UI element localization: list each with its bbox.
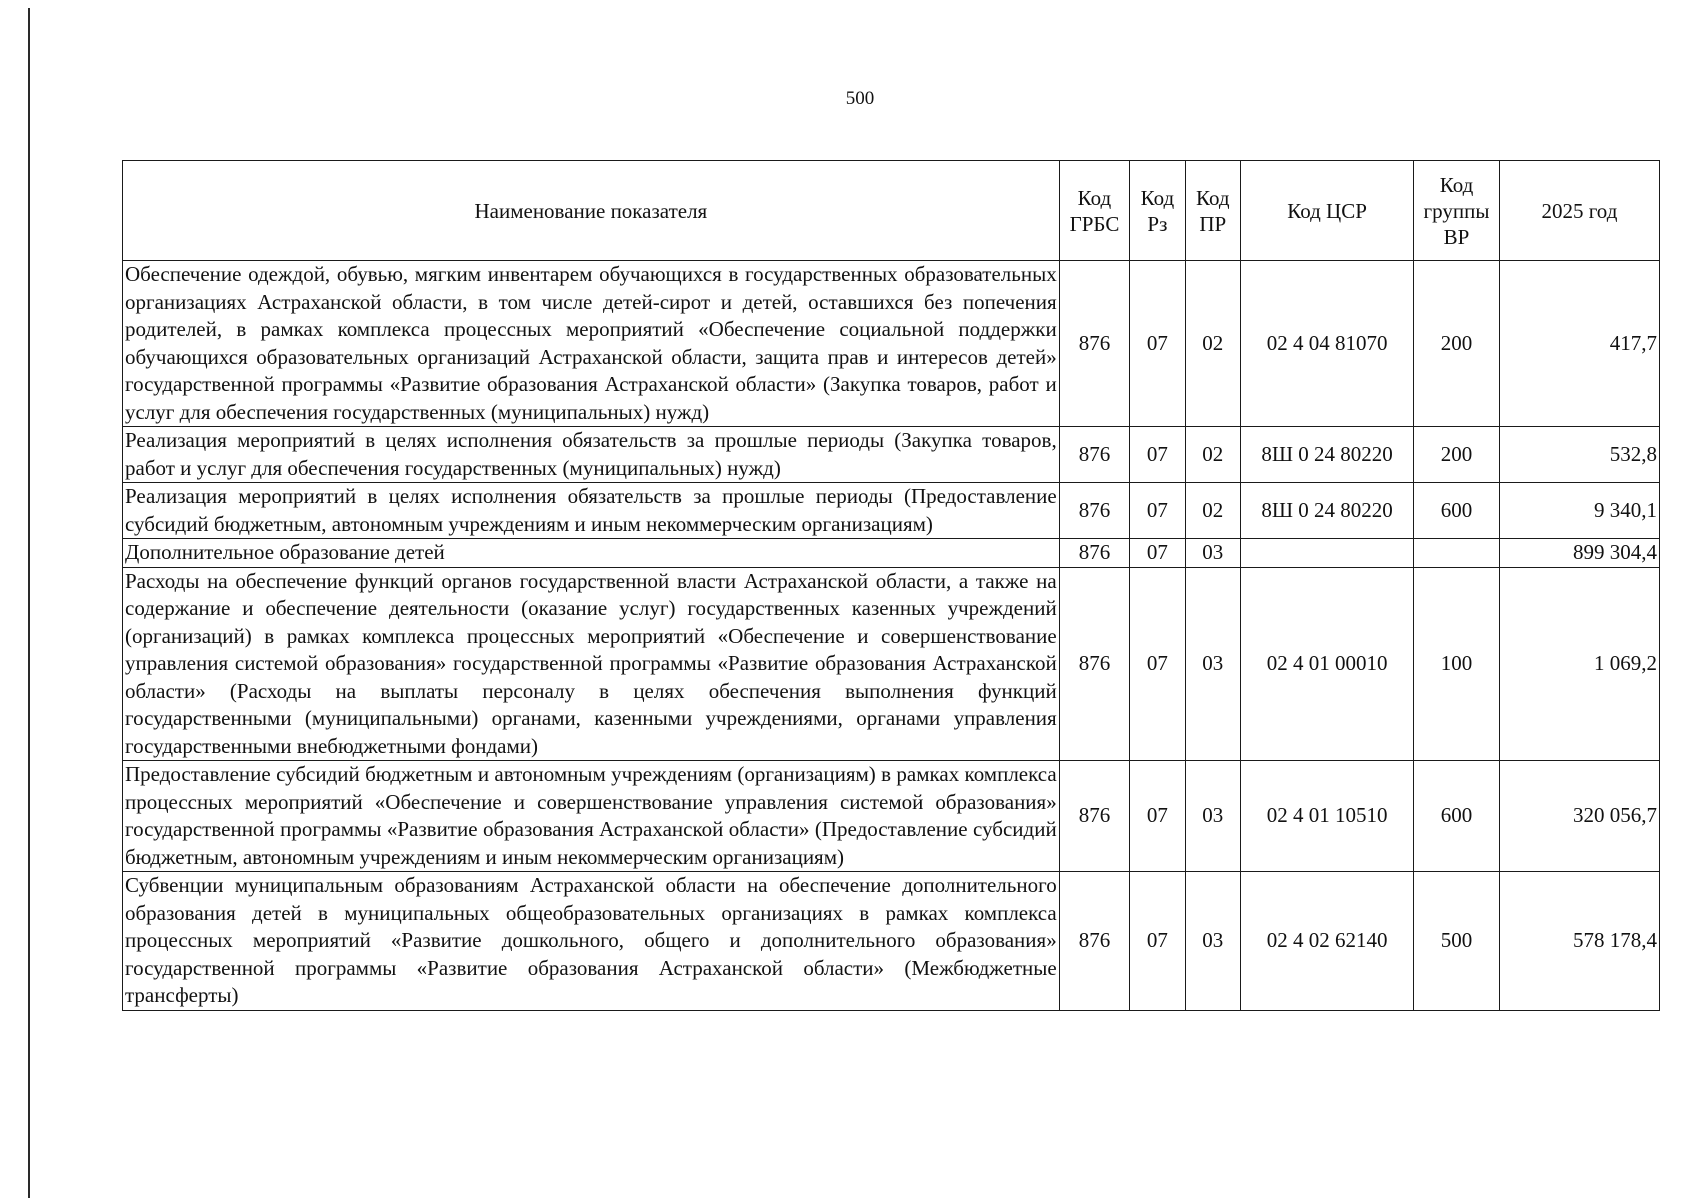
row-amount: 9 340,1 (1499, 483, 1659, 539)
table-row (123, 761, 1660, 872)
row-amount: 1 069,2 (1499, 567, 1659, 761)
table-header-row (123, 161, 1660, 261)
scan-edge-line (28, 8, 30, 1198)
row-grbs: 876 (1059, 483, 1130, 539)
header-csr: Код ЦСР (1240, 161, 1413, 261)
row-amount: 578 178,4 (1499, 872, 1659, 1011)
table-row (123, 427, 1660, 483)
row-csr: 02 4 01 10510 (1240, 761, 1413, 872)
row-rz: 07 (1130, 539, 1185, 568)
row-pr: 03 (1185, 539, 1240, 568)
row-csr: 02 4 04 81070 (1240, 261, 1413, 427)
table-row (123, 483, 1660, 539)
header-pr: Код ПР (1185, 161, 1240, 261)
row-pr: 02 (1185, 261, 1240, 427)
row-vr: 600 (1414, 483, 1500, 539)
row-csr: 8Ш 0 24 80220 (1240, 483, 1413, 539)
row-rz: 07 (1130, 483, 1185, 539)
table-row (123, 567, 1660, 761)
row-grbs: 876 (1059, 261, 1130, 427)
table-row (123, 539, 1660, 568)
row-amount: 320 056,7 (1499, 761, 1659, 872)
row-grbs: 876 (1059, 761, 1130, 872)
row-rz: 07 (1130, 427, 1185, 483)
row-grbs: 876 (1059, 872, 1130, 1011)
header-vr: Код группы ВР (1414, 161, 1500, 261)
row-name: Реализация мероприятий в целях исполнения обязательств за прошлые периоды (Закупка товаров, работ и услуг для обеспечения государственных (муниципальных) нужд) (123, 427, 1060, 483)
row-amount: 532,8 (1499, 427, 1659, 483)
header-year: 2025 год (1499, 161, 1659, 261)
row-csr: 02 4 02 62140 (1240, 872, 1413, 1011)
row-name: Субвенции муниципальным образованиям Астраханской области на обеспечение дополнительного образования детей в муниципальных общеобразовательных организациях в рамках комплекса процессных мероприятий «Развитие дошкольного, общего и дополнительного образования» государственной программы «Развитие образования Астраханской области» (Межбюджетные трансферты) (123, 872, 1060, 1011)
header-grbs: Код ГРБС (1059, 161, 1130, 261)
row-vr: 500 (1414, 872, 1500, 1011)
row-grbs: 876 (1059, 539, 1130, 568)
row-name: Обеспечение одеждой, обувью, мягким инвентарем обучающихся в государственных образовательных организациях Астраханской области, в том числе детей-сирот и детей, оставшихся без попечения родителей, в рамках комплекса процессных мероприятий «Обеспечение социальной поддержки обучающихся образовательных организаций Астраханской области, защита прав и интересов детей» государственной программы «Развитие образования Астраханской области» (Закупка товаров, работ и услуг для обеспечения государственных (муниципальных) нужд) (123, 261, 1060, 427)
row-rz: 07 (1130, 761, 1185, 872)
row-grbs: 876 (1059, 427, 1130, 483)
row-vr: 200 (1414, 427, 1500, 483)
row-vr: 100 (1414, 567, 1500, 761)
table-row (123, 872, 1660, 1011)
row-pr: 03 (1185, 872, 1240, 1011)
row-pr: 02 (1185, 427, 1240, 483)
table-row (123, 261, 1660, 427)
row-rz: 07 (1130, 261, 1185, 427)
row-name: Реализация мероприятий в целях исполнения обязательств за прошлые периоды (Предоставление субсидий бюджетным, автономным учреждениям и иным некоммерческим организациям) (123, 483, 1060, 539)
row-grbs: 876 (1059, 567, 1130, 761)
row-name: Предоставление субсидий бюджетным и автономным учреждениям (организациям) в рамках комплекса процессных мероприятий «Обеспечение и совершенствование управления системой образования» государственной программы «Развитие образования Астраханской области» (Предоставление субсидий бюджетным, автономным учреждениям и иным некоммерческим организациям) (123, 761, 1060, 872)
row-pr: 03 (1185, 761, 1240, 872)
row-csr: 8Ш 0 24 80220 (1240, 427, 1413, 483)
header-name: Наименование показателя (123, 161, 1060, 261)
row-csr (1240, 539, 1413, 568)
page-number: 500 (845, 88, 875, 109)
row-vr: 200 (1414, 261, 1500, 427)
row-amount: 899 304,4 (1499, 539, 1659, 568)
row-name: Дополнительное образование детей (123, 539, 1060, 568)
row-pr: 02 (1185, 483, 1240, 539)
budget-table (122, 160, 1660, 1011)
row-rz: 07 (1130, 567, 1185, 761)
row-vr: 600 (1414, 761, 1500, 872)
row-csr: 02 4 01 00010 (1240, 567, 1413, 761)
row-pr: 03 (1185, 567, 1240, 761)
row-vr (1414, 539, 1500, 568)
row-amount: 417,7 (1499, 261, 1659, 427)
header-rz: Код Рз (1130, 161, 1185, 261)
row-name: Расходы на обеспечение функций органов государственной власти Астраханской области, а также на содержание и обеспечение деятельности (оказание услуг) государственных казенных учреждений (организаций) в рамках комплекса процессных мероприятий «Обеспечение и совершенствование управления системой образования» государственной программы «Развитие образования Астраханской области» (Расходы на выплаты персоналу в целях обеспечения выполнения функций государственными (муниципальными) органами, казенными учреждениями, органами управления государственными внебюджетными фондами) (123, 567, 1060, 761)
row-rz: 07 (1130, 872, 1185, 1011)
